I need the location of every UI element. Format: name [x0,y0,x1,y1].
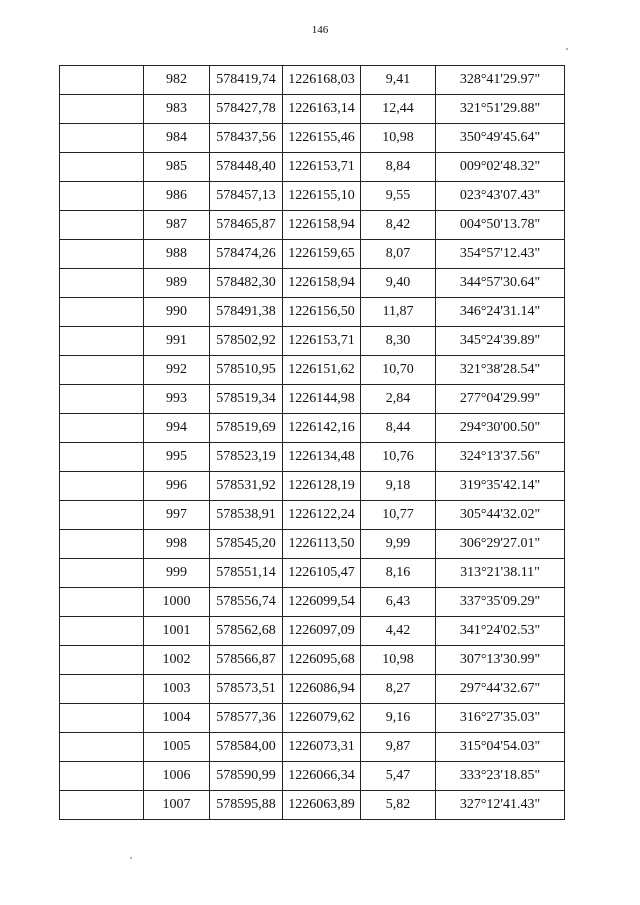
distance-cell: 8,42 [361,211,436,240]
bearing-cell: 297°44'32.67" [436,675,565,704]
parcel-cell [60,95,144,124]
parcel-cell [60,124,144,153]
y-coordinate-cell: 1226105,47 [283,559,361,588]
point-number-cell: 1000 [144,588,210,617]
x-coordinate-cell: 578465,87 [210,211,283,240]
y-coordinate-cell: 1226163,14 [283,95,361,124]
table-row [60,240,565,269]
distance-cell: 12,44 [361,95,436,124]
x-coordinate-cell: 578491,38 [210,298,283,327]
parcel-cell [60,501,144,530]
distance-cell: 8,84 [361,153,436,182]
bearing-cell: 354°57'12.43" [436,240,565,269]
distance-cell: 9,99 [361,530,436,559]
table-row [60,704,565,733]
point-number-cell: 985 [144,153,210,182]
y-coordinate-cell: 1226153,71 [283,153,361,182]
y-coordinate-cell: 1226159,65 [283,240,361,269]
x-coordinate-cell: 578545,20 [210,530,283,559]
parcel-cell [60,559,144,588]
table-row [60,443,565,472]
point-number-cell: 992 [144,356,210,385]
point-number-cell: 1006 [144,762,210,791]
parcel-cell [60,646,144,675]
y-coordinate-cell: 1226142,16 [283,414,361,443]
point-number-cell: 994 [144,414,210,443]
bearing-cell: 023°43'07.43" [436,182,565,211]
table-row [60,298,565,327]
point-number-cell: 991 [144,327,210,356]
point-number-cell: 1005 [144,733,210,762]
parcel-cell [60,327,144,356]
scan-speck [130,857,132,859]
distance-cell: 2,84 [361,385,436,414]
distance-cell: 10,70 [361,356,436,385]
distance-cell: 5,82 [361,791,436,820]
y-coordinate-cell: 1226144,98 [283,385,361,414]
y-coordinate-cell: 1226095,68 [283,646,361,675]
distance-cell: 4,42 [361,617,436,646]
bearing-cell: 009°02'48.32" [436,153,565,182]
parcel-cell [60,472,144,501]
x-coordinate-cell: 578419,74 [210,66,283,95]
parcel-cell [60,298,144,327]
parcel-cell [60,182,144,211]
distance-cell: 9,41 [361,66,436,95]
distance-cell: 8,27 [361,675,436,704]
distance-cell: 9,55 [361,182,436,211]
parcel-cell [60,530,144,559]
distance-cell: 8,07 [361,240,436,269]
y-coordinate-cell: 1226097,09 [283,617,361,646]
x-coordinate-cell: 578448,40 [210,153,283,182]
bearing-cell: 277°04'29.99" [436,385,565,414]
point-number-cell: 1001 [144,617,210,646]
distance-cell: 10,76 [361,443,436,472]
bearing-cell: 307°13'30.99" [436,646,565,675]
distance-cell: 6,43 [361,588,436,617]
table-row [60,472,565,501]
parcel-cell [60,66,144,95]
point-number-cell: 1003 [144,675,210,704]
x-coordinate-cell: 578531,92 [210,472,283,501]
y-coordinate-cell: 1226066,34 [283,762,361,791]
table-row [60,646,565,675]
y-coordinate-cell: 1226168,03 [283,66,361,95]
distance-cell: 8,16 [361,559,436,588]
parcel-cell [60,791,144,820]
x-coordinate-cell: 578510,95 [210,356,283,385]
parcel-cell [60,588,144,617]
distance-cell: 10,98 [361,124,436,153]
table-row [60,675,565,704]
x-coordinate-cell: 578538,91 [210,501,283,530]
parcel-cell [60,385,144,414]
y-coordinate-cell: 1226079,62 [283,704,361,733]
bearing-cell: 345°24'39.89" [436,327,565,356]
y-coordinate-cell: 1226063,89 [283,791,361,820]
bearing-cell: 004°50'13.78" [436,211,565,240]
table-row [60,95,565,124]
table-row [60,414,565,443]
bearing-cell: 337°35'09.29" [436,588,565,617]
point-number-cell: 1004 [144,704,210,733]
table-row [60,124,565,153]
x-coordinate-cell: 578551,14 [210,559,283,588]
point-number-cell: 982 [144,66,210,95]
table-row [60,791,565,820]
table-row [60,327,565,356]
parcel-cell [60,211,144,240]
distance-cell: 9,16 [361,704,436,733]
point-number-cell: 990 [144,298,210,327]
y-coordinate-cell: 1226151,62 [283,356,361,385]
bearing-cell: 316°27'35.03" [436,704,565,733]
point-number-cell: 997 [144,501,210,530]
bearing-cell: 294°30'00.50" [436,414,565,443]
table-body [60,66,565,820]
parcel-cell [60,762,144,791]
bearing-cell: 350°49'45.64" [436,124,565,153]
bearing-cell: 321°38'28.54" [436,356,565,385]
x-coordinate-cell: 578562,68 [210,617,283,646]
distance-cell: 10,77 [361,501,436,530]
parcel-cell [60,356,144,385]
y-coordinate-cell: 1226134,48 [283,443,361,472]
parcel-cell [60,733,144,762]
point-number-cell: 996 [144,472,210,501]
y-coordinate-cell: 1226073,31 [283,733,361,762]
parcel-cell [60,704,144,733]
y-coordinate-cell: 1226155,10 [283,182,361,211]
x-coordinate-cell: 578577,36 [210,704,283,733]
table-row [60,530,565,559]
bearing-cell: 333°23'18.85" [436,762,565,791]
page-number: 146 [311,24,329,36]
point-number-cell: 993 [144,385,210,414]
distance-cell: 10,98 [361,646,436,675]
y-coordinate-cell: 1226155,46 [283,124,361,153]
y-coordinate-cell: 1226156,50 [283,298,361,327]
point-number-cell: 999 [144,559,210,588]
x-coordinate-cell: 578427,78 [210,95,283,124]
y-coordinate-cell: 1226153,71 [283,327,361,356]
x-coordinate-cell: 578595,88 [210,791,283,820]
point-number-cell: 1002 [144,646,210,675]
parcel-cell [60,269,144,298]
point-number-cell: 983 [144,95,210,124]
y-coordinate-cell: 1226158,94 [283,269,361,298]
distance-cell: 11,87 [361,298,436,327]
x-coordinate-cell: 578519,34 [210,385,283,414]
distance-cell: 9,18 [361,472,436,501]
table-row [60,356,565,385]
table-row [60,559,565,588]
x-coordinate-cell: 578590,99 [210,762,283,791]
parcel-cell [60,153,144,182]
point-number-cell: 987 [144,211,210,240]
bearing-cell: 328°41'29.97" [436,66,565,95]
bearing-cell: 313°21'38.11" [436,559,565,588]
x-coordinate-cell: 578556,74 [210,588,283,617]
x-coordinate-cell: 578566,87 [210,646,283,675]
coordinates-table [59,65,565,820]
parcel-cell [60,675,144,704]
x-coordinate-cell: 578437,56 [210,124,283,153]
point-number-cell: 984 [144,124,210,153]
bearing-cell: 319°35'42.14" [436,472,565,501]
table-row [60,501,565,530]
table-row [60,211,565,240]
parcel-cell [60,617,144,646]
table-row [60,153,565,182]
bearing-cell: 306°29'27.01" [436,530,565,559]
scan-speck [566,48,568,50]
y-coordinate-cell: 1226122,24 [283,501,361,530]
bearing-cell: 315°04'54.03" [436,733,565,762]
distance-cell: 9,40 [361,269,436,298]
distance-cell: 8,44 [361,414,436,443]
point-number-cell: 995 [144,443,210,472]
table-row [60,269,565,298]
bearing-cell: 305°44'32.02" [436,501,565,530]
x-coordinate-cell: 578584,00 [210,733,283,762]
table-row [60,66,565,95]
table-row [60,762,565,791]
y-coordinate-cell: 1226128,19 [283,472,361,501]
point-number-cell: 1007 [144,791,210,820]
x-coordinate-cell: 578502,92 [210,327,283,356]
distance-cell: 8,30 [361,327,436,356]
parcel-cell [60,443,144,472]
bearing-cell: 324°13'37.56" [436,443,565,472]
table-row [60,182,565,211]
table-row [60,588,565,617]
bearing-cell: 341°24'02.53" [436,617,565,646]
bearing-cell: 344°57'30.64" [436,269,565,298]
bearing-cell: 327°12'41.43" [436,791,565,820]
table-row [60,385,565,414]
x-coordinate-cell: 578482,30 [210,269,283,298]
x-coordinate-cell: 578573,51 [210,675,283,704]
point-number-cell: 998 [144,530,210,559]
bearing-cell: 346°24'31.14" [436,298,565,327]
y-coordinate-cell: 1226113,50 [283,530,361,559]
point-number-cell: 989 [144,269,210,298]
point-number-cell: 986 [144,182,210,211]
distance-cell: 9,87 [361,733,436,762]
x-coordinate-cell: 578519,69 [210,414,283,443]
table-row [60,733,565,762]
parcel-cell [60,240,144,269]
parcel-cell [60,414,144,443]
bearing-cell: 321°51'29.88" [436,95,565,124]
table-row [60,617,565,646]
y-coordinate-cell: 1226158,94 [283,211,361,240]
y-coordinate-cell: 1226099,54 [283,588,361,617]
x-coordinate-cell: 578474,26 [210,240,283,269]
distance-cell: 5,47 [361,762,436,791]
x-coordinate-cell: 578523,19 [210,443,283,472]
x-coordinate-cell: 578457,13 [210,182,283,211]
y-coordinate-cell: 1226086,94 [283,675,361,704]
point-number-cell: 988 [144,240,210,269]
